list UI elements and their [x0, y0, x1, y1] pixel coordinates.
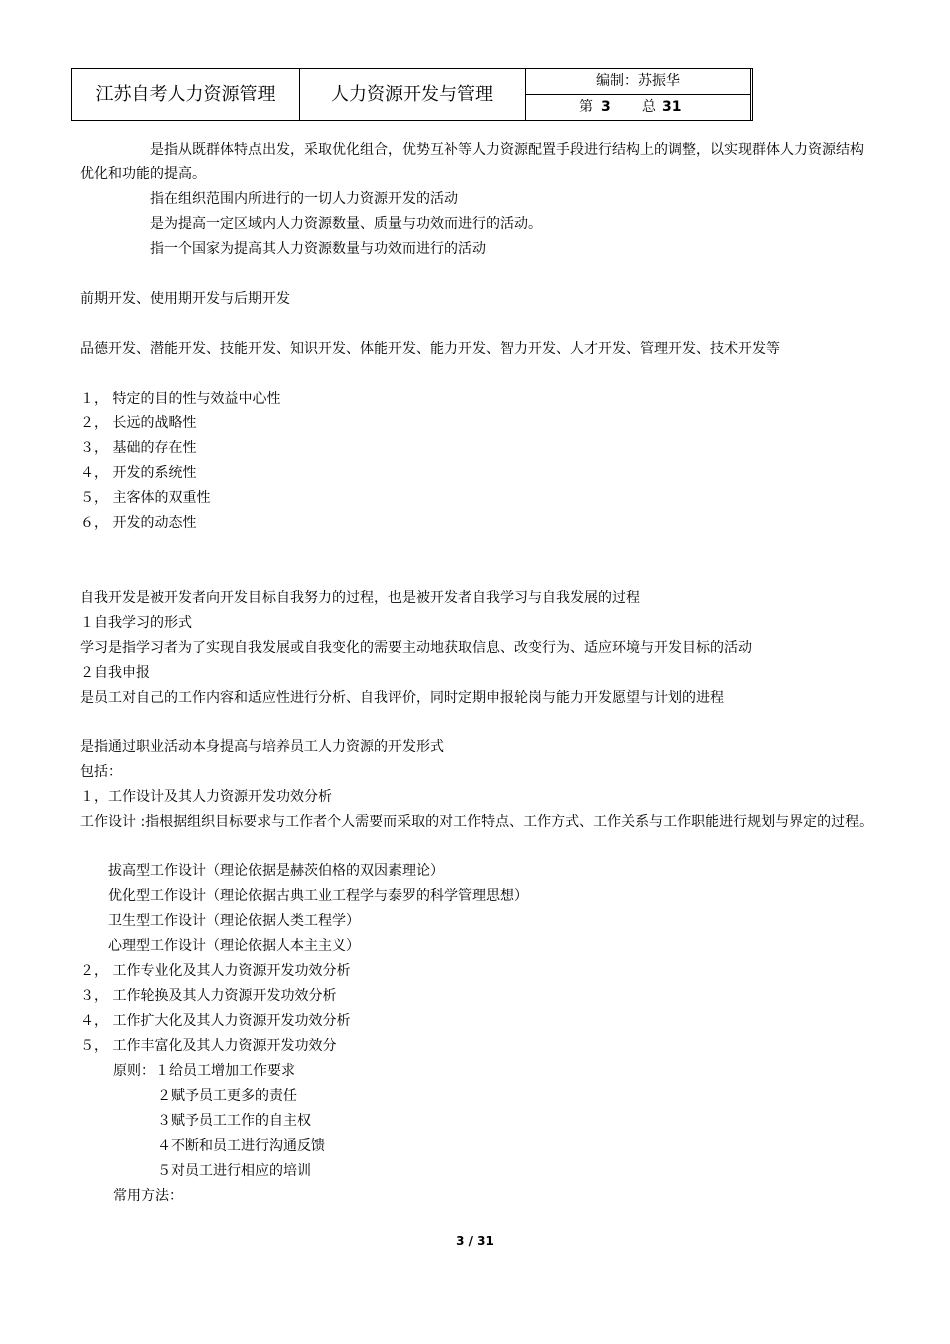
text-line: 自我开发是被开发者向开发目标自我努力的过程，也是被开发者自我学习与自我发展的过程 [80, 590, 640, 606]
text-line: 学习是指学习者为了实现自我发展或自我变化的需要主动地获取信息、改变行为、适应环境与开发目标的活动 [80, 640, 752, 656]
text-line: 是指从既群体特点出发，采取优化组合，优势互补等人力资源配置手段进行结构上的调整，以实现群体人力资源结构 [150, 142, 864, 158]
header-page-info [526, 95, 750, 120]
list-item: ５对员工进行相应的培训 [157, 1163, 311, 1179]
list-item: １， 特定的目的性与效益中心性 [80, 391, 281, 407]
list-item: ６， 开发的动态性 [80, 515, 197, 531]
text-line: 是员工对自己的工作内容和适应性进行分析、自我评价，同时定期申报轮岗与能力开发愿望与计划的进程 [80, 690, 724, 706]
list-item: ４不断和员工进行沟通反馈 [157, 1138, 325, 1154]
list-item: 拔高型工作设计（理论依据是赫茨伯格的双因素理论） [108, 863, 444, 879]
list-item: 原则：１给员工增加工作要求 [113, 1063, 295, 1079]
text-line: 常用方法： [113, 1188, 183, 1204]
page-number: 3 [601, 99, 611, 115]
header-left-title: 江苏自考人力资源管理 [72, 69, 300, 120]
header-right-cell [526, 69, 751, 120]
list-item: ４， 工作扩大化及其人力资源开发功效分析 [80, 1013, 351, 1029]
list-item: ３， 工作轮换及其人力资源开发功效分析 [80, 988, 337, 1004]
list-item: 优化型工作设计（理论依据古典工业工程学与泰罗的科学管理思想） [108, 888, 528, 904]
text-line: 包括： [80, 764, 122, 780]
list-item: ２赋予员工更多的责任 [157, 1088, 297, 1104]
list-item: ２， 长远的战略性 [80, 415, 197, 431]
list-item: ５， 工作丰富化及其人力资源开发功效分 [80, 1038, 337, 1054]
text-line: 指在组织范围内所进行的一切人力资源开发的活动 [150, 191, 458, 207]
text-line: １，工作设计及其人力资源开发功效分析 [80, 789, 332, 805]
list-item: ４， 开发的系统性 [80, 465, 197, 481]
text-line: 品德开发、潜能开发、技能开发、知识开发、体能开发、能力开发、智力开发、人才开发、管理开发、技术开发等 [80, 341, 780, 357]
header-mid-title: 人力资源开发与管理 [299, 69, 526, 120]
text-line: １自我学习的形式 [80, 615, 192, 631]
text-line: 是为提高一定区域内人力资源数量、质量与功效而进行的活动。 [150, 216, 542, 232]
list-item: ３， 基础的存在性 [80, 440, 197, 456]
text-line: 指一个国家为提高其人力资源数量与功效而进行的活动 [150, 241, 486, 257]
list-item: 心理型工作设计（理论依据人本主主义） [108, 938, 360, 954]
list-item: ３赋予员工工作的自主权 [157, 1113, 311, 1129]
page-label: 第 [579, 99, 593, 115]
page-footer: 3 / 31 [456, 1234, 494, 1248]
total-label: 总 [642, 99, 656, 115]
text-line: 优化和功能的提高。 [80, 166, 206, 182]
list-item: ２， 工作专业化及其人力资源开发功效分析 [80, 963, 351, 979]
text-line: ２自我申报 [80, 665, 150, 681]
document-header [71, 68, 753, 121]
text-line: 是指通过职业活动本身提高与培养员工人力资源的开发形式 [80, 739, 444, 755]
text-line: 前期开发、使用期开发与后期开发 [80, 291, 290, 307]
list-item: 卫生型工作设计（理论依据人类工程学） [108, 913, 360, 929]
list-item: ５， 主客体的双重性 [80, 490, 211, 506]
text-line: 工作设计 :指根据组织目标要求与工作者个人需要而采取的对工作特点、工作方式、工作关系与工作职能进行规划与界定的过程。 [80, 814, 874, 830]
total-number: 31 [662, 99, 682, 115]
header-editor: 编制：苏振华 [526, 69, 750, 95]
